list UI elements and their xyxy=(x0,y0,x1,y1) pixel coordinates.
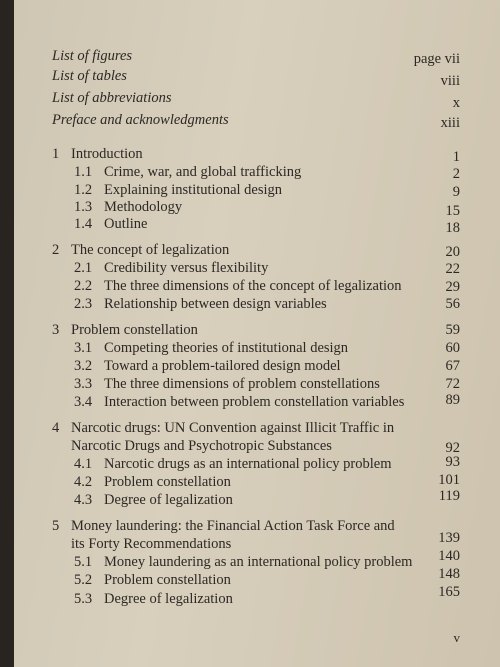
toc-chapter-entry xyxy=(14,418,500,438)
toc-page-number: 165 xyxy=(438,584,460,600)
toc-entry-title: List of tables xyxy=(52,68,127,84)
toc-page-number: 60 xyxy=(445,340,460,356)
toc-entry-title: List of figures xyxy=(52,48,133,64)
toc-page-number: page vii xyxy=(413,51,460,67)
toc-front-matter-entry xyxy=(14,66,500,89)
section-title: Relationship between design variables xyxy=(104,296,327,312)
toc-page-number: 92 xyxy=(445,440,460,456)
section-title: Methodology xyxy=(104,199,183,215)
section-title: Credibility versus flexibility xyxy=(104,260,269,276)
toc-section-entry xyxy=(14,454,500,474)
toc-section-entry xyxy=(14,584,500,609)
toc-front-matter-entry xyxy=(14,110,500,130)
toc-page-number: 20 xyxy=(445,244,460,260)
toc-page-number: 59 xyxy=(445,322,460,338)
chapter-title-line2: Narcotic Drugs and Psychotropic Substances xyxy=(71,438,332,454)
toc-section-entry xyxy=(14,276,500,296)
toc-section-entry xyxy=(14,490,500,510)
toc-section-entry xyxy=(14,356,500,376)
toc-page-number: 29 xyxy=(445,279,460,295)
book-page xyxy=(14,0,500,667)
chapter-title: Money laundering: the Financial Action Task Force and xyxy=(71,518,395,534)
section-number: 1.4 xyxy=(74,216,93,232)
toc-page-number: 148 xyxy=(438,566,460,582)
section-title: Outline xyxy=(104,216,148,232)
toc-page-number: 67 xyxy=(445,358,460,374)
toc-page-number: x xyxy=(452,95,460,111)
section-number: 2.3 xyxy=(74,296,93,312)
chapter-number: 4 xyxy=(52,420,60,436)
section-number: 4.1 xyxy=(74,456,93,472)
toc-section-entry xyxy=(14,374,500,394)
section-title: Competing theories of institutional design xyxy=(104,340,349,356)
section-title: The three dimensions of the concept of legalization xyxy=(104,278,402,294)
section-number: 3.1 xyxy=(74,340,93,356)
toc-page-number: 93 xyxy=(445,454,460,470)
section-number: 4.2 xyxy=(74,474,93,490)
toc-chapter-entry xyxy=(14,516,500,536)
toc-entry-title: Preface and acknowledgments xyxy=(52,112,229,128)
chapter-title: Introduction xyxy=(71,146,143,162)
toc-section-entry xyxy=(14,294,500,314)
section-number: 5.3 xyxy=(74,591,93,607)
toc-front-matter-entry xyxy=(14,46,500,66)
section-title: Toward a problem-tailored design model xyxy=(104,358,341,374)
toc-section-entry xyxy=(14,338,500,358)
chapter-title: Problem constellation xyxy=(71,322,198,338)
section-number: 2.2 xyxy=(74,278,93,294)
section-number: 3.2 xyxy=(74,358,93,374)
toc-section-entry xyxy=(14,548,500,572)
section-title: Degree of legalization xyxy=(104,492,233,508)
section-number: 3.3 xyxy=(74,376,93,392)
chapter-number: 3 xyxy=(52,322,60,338)
toc-section-entry xyxy=(14,214,500,234)
toc-page-number: 15 xyxy=(445,203,460,219)
toc-page-number: 56 xyxy=(445,296,460,312)
section-number: 1.3 xyxy=(74,199,93,215)
toc-page-number: xiii xyxy=(440,115,460,131)
section-title: Problem constellation xyxy=(104,572,231,588)
section-number: 1.1 xyxy=(74,164,93,180)
section-title: Money laundering as an international policy problem xyxy=(104,554,413,570)
toc-section-entry xyxy=(14,392,500,412)
section-title: Degree of legalization xyxy=(104,591,233,607)
toc-chapter-entry-continued xyxy=(14,530,500,554)
section-number: 5.2 xyxy=(74,572,93,588)
toc-page-number: 119 xyxy=(438,488,460,504)
toc-section-entry xyxy=(14,472,500,492)
toc-section-entry xyxy=(14,566,500,590)
chapter-title: The concept of legalization xyxy=(71,242,230,258)
section-number: 5.1 xyxy=(74,554,93,570)
toc-page-number: 140 xyxy=(438,548,460,564)
toc-entry-title: List of abbreviations xyxy=(52,90,172,106)
toc-chapter-entry-continued xyxy=(14,436,500,456)
toc-front-matter-entry xyxy=(14,88,500,111)
section-title: The three dimensions of problem constellations xyxy=(104,376,380,392)
toc-page-number: 139 xyxy=(438,530,460,546)
section-title: Explaining institutional design xyxy=(104,182,283,198)
section-title: Narcotic drugs as an international policy problem xyxy=(104,456,392,472)
toc-page-number: 22 xyxy=(445,261,460,277)
toc-section-entry xyxy=(14,258,500,278)
toc-page-number: 101 xyxy=(438,472,460,488)
chapter-number: 2 xyxy=(52,242,60,258)
section-number: 3.4 xyxy=(74,394,93,410)
toc-page-number: 1 xyxy=(452,149,460,165)
section-title: Crime, war, and global trafficking xyxy=(104,164,302,180)
toc-chapter-entry xyxy=(14,240,500,260)
toc-chapter-entry xyxy=(14,144,500,164)
chapter-title: Narcotic drugs: UN Convention against Illicit Traffic in xyxy=(71,420,395,436)
section-number: 1.2 xyxy=(74,182,93,198)
section-number: 2.1 xyxy=(74,260,93,276)
toc-section-entry xyxy=(14,162,500,182)
toc-page-number: 89 xyxy=(445,392,460,408)
section-title: Interaction between problem constellation variables xyxy=(104,394,405,410)
page-folio: v xyxy=(453,630,460,645)
section-title: Problem constellation xyxy=(104,474,231,490)
toc-page-number: 9 xyxy=(452,184,460,200)
chapter-number: 1 xyxy=(52,146,60,162)
chapter-number: 5 xyxy=(52,518,60,534)
toc-chapter-entry xyxy=(14,320,500,340)
section-number: 4.3 xyxy=(74,492,93,508)
toc-page-number: 18 xyxy=(445,220,460,236)
chapter-title-line2: its Forty Recommendations xyxy=(71,536,232,552)
toc-page-number: 2 xyxy=(452,166,460,182)
toc-page-number: 72 xyxy=(445,376,460,392)
toc-page-number: viii xyxy=(440,73,460,89)
